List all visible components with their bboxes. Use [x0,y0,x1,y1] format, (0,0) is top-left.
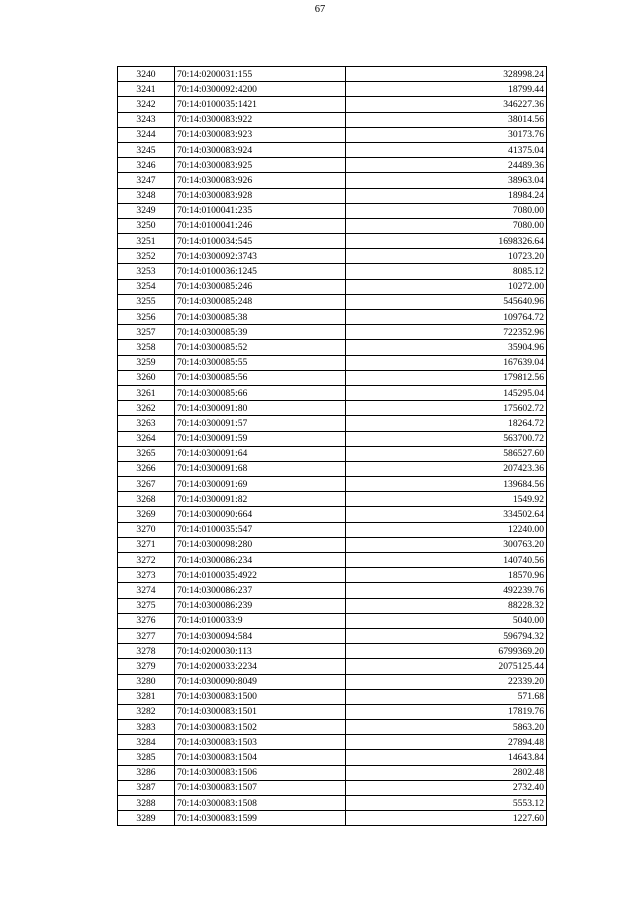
row-number-cell: 3268 [118,492,175,507]
row-number-cell: 3288 [118,796,175,811]
row-number-cell: 3245 [118,142,175,157]
data-table [117,66,547,826]
cadastral-number-cell: 70:14:0300083:1504 [175,750,346,765]
cadastral-number-cell: 70:14:0200030:113 [175,644,346,659]
value-cell: 6799369.20 [346,644,547,659]
cadastral-number-cell: 70:14:0300083:1503 [175,735,346,750]
value-cell: 1549.92 [346,492,547,507]
table-row [118,765,547,780]
table-row [118,613,547,628]
cadastral-number-cell: 70:14:0300091:80 [175,401,346,416]
cadastral-number-cell: 70:14:0300085:246 [175,279,346,294]
row-number-cell: 3255 [118,294,175,309]
table-row [118,340,547,355]
cadastral-number-cell: 70:14:0100033:9 [175,613,346,628]
table-row [118,780,547,795]
cadastral-number-cell: 70:14:0300085:248 [175,294,346,309]
row-number-cell: 3251 [118,234,175,249]
value-cell: 492239.76 [346,583,547,598]
value-cell: 30173.76 [346,127,547,142]
table-row [118,431,547,446]
value-cell: 5040.00 [346,613,547,628]
value-cell: 140740.56 [346,553,547,568]
row-number-cell: 3240 [118,67,175,82]
value-cell: 179812.56 [346,370,547,385]
row-number-cell: 3259 [118,355,175,370]
cadastral-number-cell: 70:14:0300083:924 [175,142,346,157]
cadastral-number-cell: 70:14:0300091:59 [175,431,346,446]
table-row [118,461,547,476]
table-row [118,188,547,203]
row-number-cell: 3289 [118,811,175,826]
value-cell: 596794.32 [346,628,547,643]
row-number-cell: 3242 [118,97,175,112]
value-cell: 17819.76 [346,704,547,719]
table-row [118,279,547,294]
table-row [118,720,547,735]
row-number-cell: 3282 [118,704,175,719]
table-row [118,598,547,613]
table-row [118,796,547,811]
cadastral-number-cell: 70:14:0300083:1506 [175,765,346,780]
table-row [118,218,547,233]
value-cell: 139684.56 [346,477,547,492]
row-number-cell: 3283 [118,720,175,735]
table-row [118,507,547,522]
row-number-cell: 3279 [118,659,175,674]
row-number-cell: 3272 [118,553,175,568]
table-row [118,553,547,568]
row-number-cell: 3277 [118,628,175,643]
value-cell: 12240.00 [346,522,547,537]
row-number-cell: 3287 [118,780,175,795]
cadastral-number-cell: 70:14:0300085:38 [175,310,346,325]
cadastral-number-cell: 70:14:0300091:57 [175,416,346,431]
table-row [118,67,547,82]
value-cell: 175602.72 [346,401,547,416]
cadastral-number-cell: 70:14:0300098:280 [175,537,346,552]
value-cell: 10272.00 [346,279,547,294]
row-number-cell: 3257 [118,325,175,340]
cadastral-number-cell: 70:14:0300090:8049 [175,674,346,689]
row-number-cell: 3241 [118,82,175,97]
value-cell: 18799.44 [346,82,547,97]
value-cell: 334502.64 [346,507,547,522]
table-row [118,173,547,188]
cadastral-number-cell: 70:14:0100041:235 [175,203,346,218]
value-cell: 18264.72 [346,416,547,431]
row-number-cell: 3246 [118,158,175,173]
cadastral-number-cell: 70:14:0300083:1501 [175,704,346,719]
cadastral-number-cell: 70:14:0300085:55 [175,355,346,370]
cadastral-number-cell: 70:14:0300091:68 [175,461,346,476]
value-cell: 27894.48 [346,735,547,750]
value-cell: 109764.72 [346,310,547,325]
cadastral-number-cell: 70:14:0300083:926 [175,173,346,188]
row-number-cell: 3285 [118,750,175,765]
value-cell: 328998.24 [346,67,547,82]
value-cell: 18984.24 [346,188,547,203]
table-row [118,203,547,218]
cadastral-number-cell: 70:14:0300083:1599 [175,811,346,826]
cadastral-number-cell: 70:14:0300086:237 [175,583,346,598]
cadastral-number-cell: 70:14:0300085:52 [175,340,346,355]
value-cell: 10723.20 [346,249,547,264]
cadastral-number-cell: 70:14:0300083:928 [175,188,346,203]
row-number-cell: 3258 [118,340,175,355]
row-number-cell: 3284 [118,735,175,750]
table-row [118,294,547,309]
value-cell: 18570.96 [346,568,547,583]
table-row [118,659,547,674]
row-number-cell: 3260 [118,370,175,385]
value-cell: 5863.20 [346,720,547,735]
value-cell: 145295.04 [346,385,547,400]
table-row [118,522,547,537]
row-number-cell: 3243 [118,112,175,127]
row-number-cell: 3247 [118,173,175,188]
row-number-cell: 3256 [118,310,175,325]
table-row [118,249,547,264]
table-row [118,492,547,507]
table-row [118,568,547,583]
table-row [118,385,547,400]
value-cell: 722352.96 [346,325,547,340]
value-cell: 2732.40 [346,780,547,795]
value-cell: 207423.36 [346,461,547,476]
cadastral-number-cell: 70:14:0300083:925 [175,158,346,173]
value-cell: 22339.20 [346,674,547,689]
cadastral-number-cell: 70:14:0300083:1508 [175,796,346,811]
table-row [118,158,547,173]
cadastral-number-cell: 70:14:0100034:545 [175,234,346,249]
table-row [118,416,547,431]
table-row [118,82,547,97]
row-number-cell: 3254 [118,279,175,294]
cadastral-number-cell: 70:14:0300092:4200 [175,82,346,97]
table-row [118,234,547,249]
value-cell: 167639.04 [346,355,547,370]
cadastral-number-cell: 70:14:0300090:664 [175,507,346,522]
value-cell: 586527.60 [346,446,547,461]
table-row [118,355,547,370]
table-row [118,750,547,765]
cadastral-number-cell: 70:14:0100035:4922 [175,568,346,583]
table-row [118,674,547,689]
table-row [118,264,547,279]
table-row [118,142,547,157]
row-number-cell: 3249 [118,203,175,218]
cadastral-number-cell: 70:14:0300091:69 [175,477,346,492]
row-number-cell: 3261 [118,385,175,400]
value-cell: 38014.56 [346,112,547,127]
value-cell: 571.68 [346,689,547,704]
row-number-cell: 3269 [118,507,175,522]
row-number-cell: 3264 [118,431,175,446]
row-number-cell: 3274 [118,583,175,598]
table-row [118,112,547,127]
value-cell: 14643.84 [346,750,547,765]
value-cell: 8085.12 [346,264,547,279]
cadastral-number-cell: 70:14:0100035:547 [175,522,346,537]
row-number-cell: 3276 [118,613,175,628]
cadastral-number-cell: 70:14:0300091:64 [175,446,346,461]
table-row [118,370,547,385]
row-number-cell: 3278 [118,644,175,659]
cadastral-number-cell: 70:14:0100036:1245 [175,264,346,279]
row-number-cell: 3270 [118,522,175,537]
cadastral-number-cell: 70:14:0300083:1507 [175,780,346,795]
row-number-cell: 3266 [118,461,175,476]
table-row [118,127,547,142]
table-row [118,537,547,552]
row-number-cell: 3253 [118,264,175,279]
cadastral-number-cell: 70:14:0300083:1502 [175,720,346,735]
table-row [118,325,547,340]
value-cell: 5553.12 [346,796,547,811]
cadastral-number-cell: 70:14:0300083:1500 [175,689,346,704]
table-row [118,628,547,643]
cadastral-number-cell: 70:14:0300083:923 [175,127,346,142]
row-number-cell: 3252 [118,249,175,264]
value-cell: 1227.60 [346,811,547,826]
cadastral-number-cell: 70:14:0300086:234 [175,553,346,568]
page-number: 67 [314,4,326,15]
row-number-cell: 3275 [118,598,175,613]
table-row [118,310,547,325]
table-row [118,477,547,492]
cadastral-number-cell: 70:14:0300092:3743 [175,249,346,264]
table-row [118,704,547,719]
cadastral-number-cell: 70:14:0300085:66 [175,385,346,400]
row-number-cell: 3262 [118,401,175,416]
table-row [118,811,547,826]
value-cell: 7080.00 [346,218,547,233]
cadastral-number-cell: 70:14:0100035:1421 [175,97,346,112]
table-row [118,583,547,598]
cadastral-number-cell: 70:14:0300086:239 [175,598,346,613]
row-number-cell: 3286 [118,765,175,780]
cadastral-number-cell: 70:14:0300091:82 [175,492,346,507]
value-cell: 2075125.44 [346,659,547,674]
row-number-cell: 3244 [118,127,175,142]
cadastral-number-cell: 70:14:0200031:155 [175,67,346,82]
value-cell: 2802.48 [346,765,547,780]
value-cell: 35904.96 [346,340,547,355]
row-number-cell: 3250 [118,218,175,233]
table-row [118,735,547,750]
row-number-cell: 3273 [118,568,175,583]
row-number-cell: 3248 [118,188,175,203]
cadastral-number-cell: 70:14:0100041:246 [175,218,346,233]
value-cell: 88228.32 [346,598,547,613]
table-row [118,97,547,112]
cadastral-number-cell: 70:14:0300085:56 [175,370,346,385]
table-body [118,67,547,826]
table-row [118,644,547,659]
row-number-cell: 3271 [118,537,175,552]
value-cell: 38963.04 [346,173,547,188]
cadastral-number-cell: 70:14:0300085:39 [175,325,346,340]
value-cell: 24489.36 [346,158,547,173]
value-cell: 41375.04 [346,142,547,157]
value-cell: 545640.96 [346,294,547,309]
value-cell: 563700.72 [346,431,547,446]
table-row [118,401,547,416]
cadastral-number-cell: 70:14:0300083:922 [175,112,346,127]
value-cell: 1698326.64 [346,234,547,249]
cadastral-number-cell: 70:14:0300094:584 [175,628,346,643]
row-number-cell: 3267 [118,477,175,492]
value-cell: 7080.00 [346,203,547,218]
row-number-cell: 3280 [118,674,175,689]
table-row [118,446,547,461]
value-cell: 300763.20 [346,537,547,552]
row-number-cell: 3281 [118,689,175,704]
cadastral-number-cell: 70:14:0200033:2234 [175,659,346,674]
value-cell: 346227.36 [346,97,547,112]
table-row [118,689,547,704]
row-number-cell: 3263 [118,416,175,431]
row-number-cell: 3265 [118,446,175,461]
